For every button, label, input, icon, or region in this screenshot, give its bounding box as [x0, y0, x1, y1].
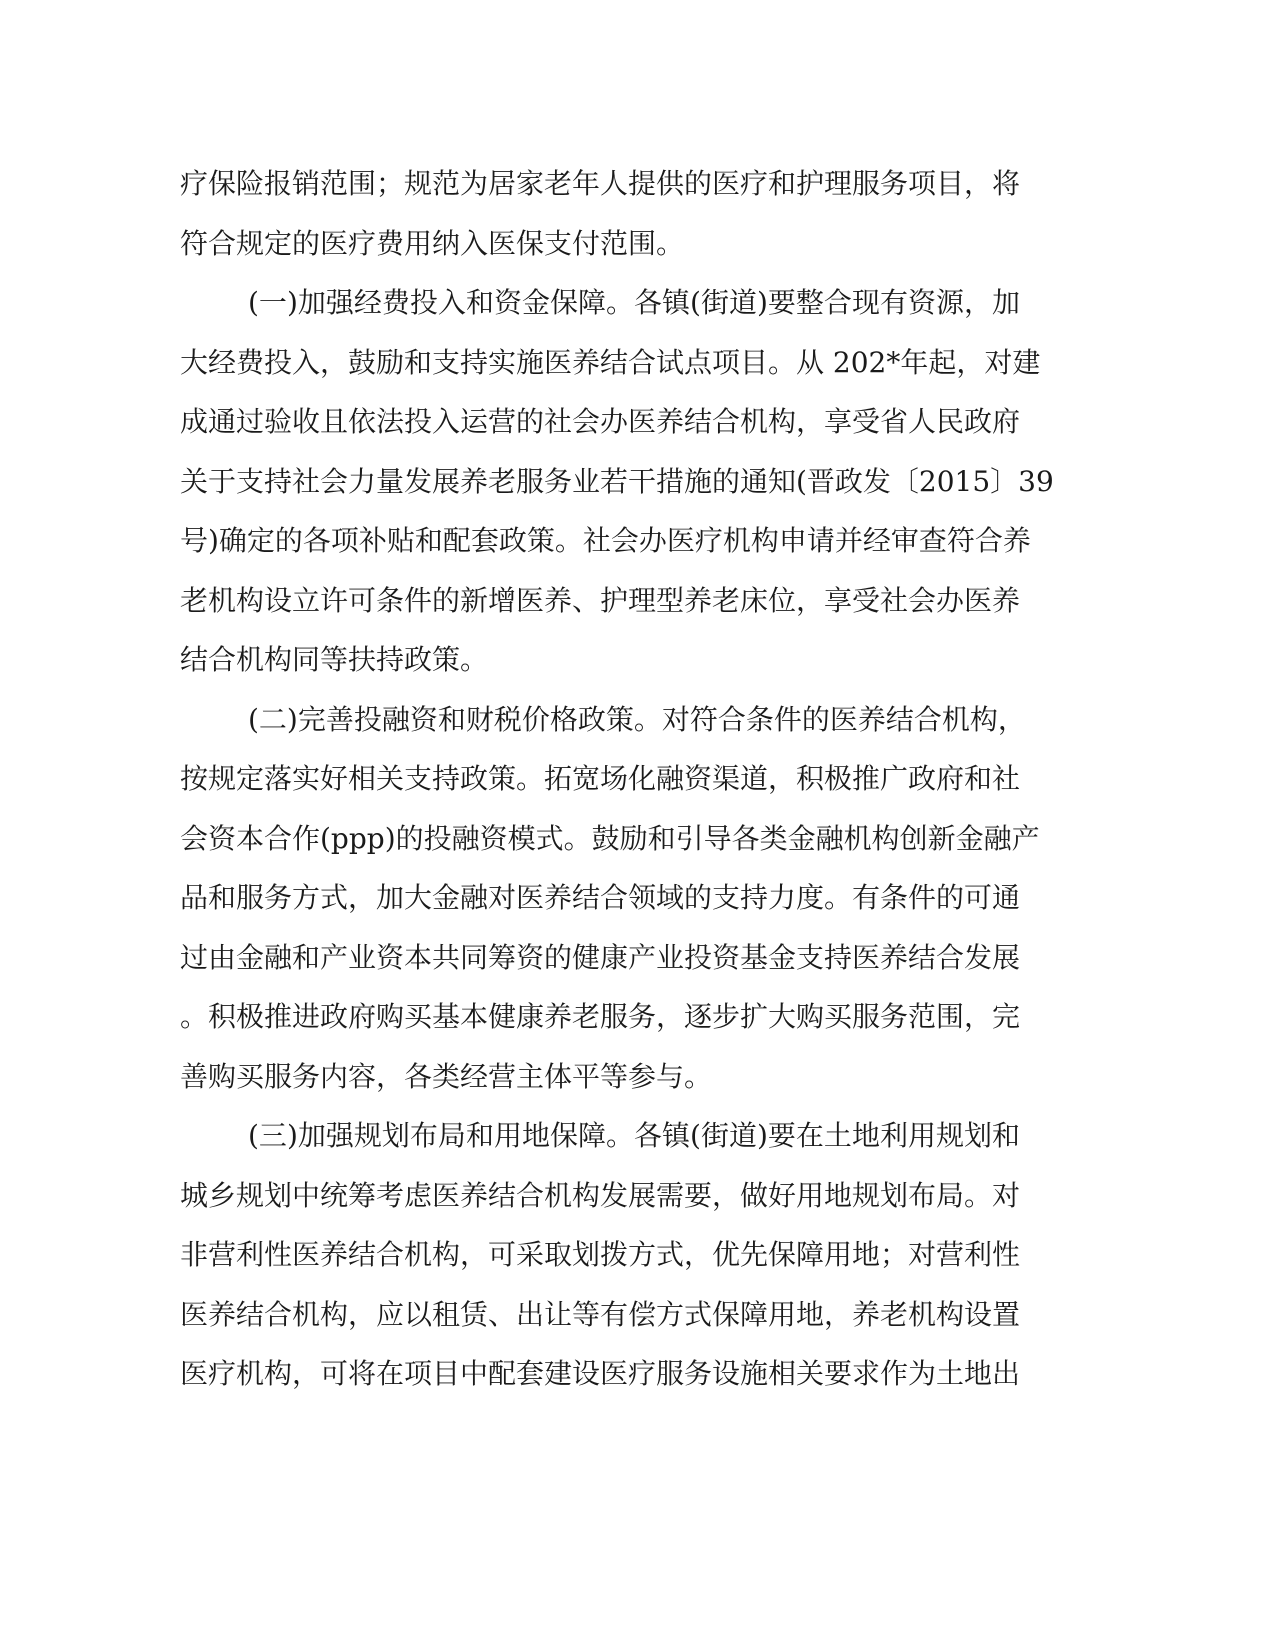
text-line: 。积极推进政府购买基本健康养老服务，逐步扩大购买服务范围，完	[180, 1000, 1021, 1033]
text-line: 善购买服务内容，各类经营主体平等参与。	[180, 1059, 713, 1093]
text-line: 会资本合作(ppp)的投融资模式。鼓励和引导各类金融机构创新金融产	[180, 821, 1040, 855]
paragraph-finance-policy	[180, 690, 1040, 1107]
paragraph-continuation	[180, 154, 1020, 273]
text-line: 医养结合机构，应以租赁、出让等有偿方式保障用地，养老机构设置	[180, 1297, 1021, 1331]
text-line: 成通过验收且依法投入运营的社会办医养结合机构，享受省人民政府	[180, 405, 1021, 438]
paragraph-land-use	[180, 1106, 1020, 1404]
text-line: 疗保险报销范围；规范为居家老年人提供的医疗和护理服务项目，将	[180, 167, 1021, 200]
text-line: 老机构设立许可条件的新增医养、护理型养老床位，享受社会办医养	[180, 583, 1021, 617]
text-line: 品和服务方式，加大金融对医养结合领域的支持力度。有条件的可通	[180, 881, 1021, 914]
text-line: 结合机构同等扶持政策。	[180, 643, 489, 676]
text-line: (二)完善投融资和财税价格政策。对符合条件的医养结合机构，	[248, 702, 1026, 736]
text-line: 按规定落实好相关支持政策。拓宽场化融资渠道，积极推广政府和社	[180, 762, 1021, 795]
text-line: 非营利性医养结合机构，可采取划拨方式，优先保障用地；对营利性	[180, 1238, 1021, 1271]
text-line: 关于支持社会力量发展养老服务业若干措施的通知(晋政发〔2015〕39	[180, 464, 1054, 498]
text-line: 大经费投入，鼓励和支持实施医养结合试点项目。从 202*年起，对建	[180, 345, 1041, 379]
text-line: 符合规定的医疗费用纳入医保支付范围。	[180, 226, 685, 260]
text-line: 号)确定的各项补贴和配套政策。社会办医疗机构申请并经审查符合养	[180, 524, 1031, 557]
text-line: (三)加强规划布局和用地保障。各镇(街道)要在土地利用规划和	[248, 1119, 1020, 1152]
text-line: 过由金融和产业资本共同筹资的健康产业投资基金支持医养结合发展	[180, 940, 1021, 974]
paragraph-funding	[180, 273, 1054, 690]
text-line: 城乡规划中统筹考虑医养结合机构发展需要，做好用地规划布局。对	[180, 1178, 1021, 1212]
text-line: 医疗机构，可将在项目中配套建设医疗服务设施相关要求作为土地出	[180, 1357, 1021, 1390]
body-text	[180, 154, 1054, 1404]
text-line: (一)加强经费投入和资金保障。各镇(街道)要整合现有资源，加	[248, 286, 1020, 319]
